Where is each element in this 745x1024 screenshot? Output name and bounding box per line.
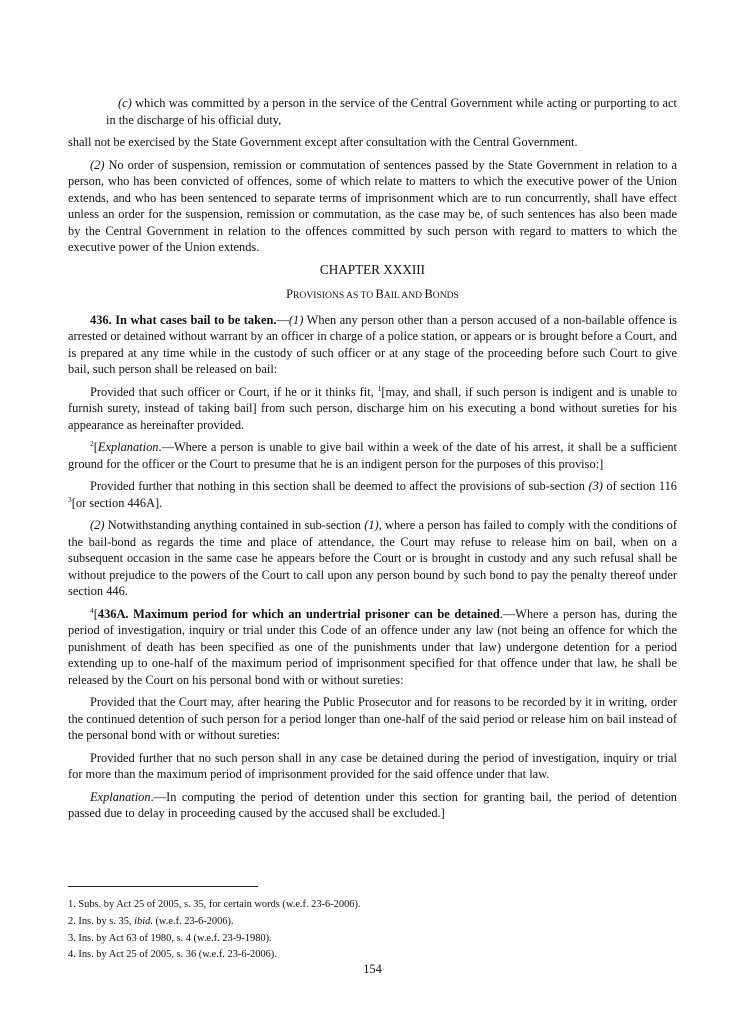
clause-c [68,95,677,128]
subsection-marker: (1) [288,312,304,327]
proviso: Provided further that nothing in this section shall be deemed to affect the provisions of sub-section (3) of section 116 $^3$[or section 446A]. [68,479,677,510]
page-number: 154 [363,962,382,976]
subsection-text: No order of suspension, remission or commutation of sentences passed by the State Government in relation to a person, who has been convicted of offences, some of which relate to matters to which the executive power of the Union extends, and who has been sentenced to separate terms of imprisonment which are to run concurrently, shall have effect unless an order for the suspension, remission or commutation, as the case may be, of such sentences has also been made by the Central Government in relation to the offences committed by such person with regard to matters to which the executive power of the Union extends. [68,157,677,254]
chapter-title: CHAPTER XXXIII [319,261,426,277]
proviso: Provided further that no such person shall in any case be detained during the period of investigation, inquiry or trial for more than the maximum period of imprisonment provided for the said offence under that law. [68,750,677,781]
footnote: 2. Ins. by s. 35, ibid. (w.e.f. 23-6-2006). [68,915,234,927]
footnotes [68,897,677,964]
footnote-ref: 3 [68,494,72,504]
footnote: 4. Ins. by Act 25 of 2005, s. 36 (w.e.f. 23-6-2006). [68,949,277,961]
section-436: 436. In what cases bail to be taken.—(1) When any person other than a person accused of a non-bailable offence is arrested or detained without warrant by an officer in charge of a police station, or appears or is brought before a Court, and is prepared at any time while in the custody of such officer or at any stage of the proceeding before such Court to give bail, such person shall be released on bail: [68,312,677,376]
explanation: Explanation.—In computing the period of detention under this section for granting bail, the period of detention passed due to delay in proceeding caused by the accused shall be excluded.] [68,789,677,820]
footnote-ref: 4 [90,605,94,615]
footnote-divider [68,886,258,887]
section-heading: 436. In what cases bail to be taken. [90,312,277,327]
clause-marker: (c) [118,96,132,110]
proviso: Provided that the Court may, after hearing the Public Prosecutor and for reasons to be recorded by it in writing, order the continued detention of such person for a period longer than one-half of the said period or release him on bail instead of the personal bond with or without sureties: [68,695,677,742]
proviso: Provided that such officer or Court, if he or it thinks fit, $^1$[may, and shall, if such person is indigent and is unable to furnish surety, instead of taking bail] from such person, discharge him on his executing a bond without sureties for his appearance as hereinafter provided. [68,383,677,432]
chapter-heading: PROVISIONS AS TO BAIL AND BONDS [286,287,459,301]
clause-text: which was committed by a person in the service of the Central Government while acting or purporting to act in the discharge of his official duty, [106,96,677,127]
footnote-ref: 1 [377,383,382,393]
section-436a: $^4$[436A. Maximum period for which an undertrial prisoner can be detained.—Where a person has, during the period of investigation, inquiry or trial under this Code of an offence under any law (not being an offence for which the punishment of death has been specified as one of the punishments under that law) undergone detention for a period extending up to one-half of the maximum period of imprisonment specified for that offence under that law, he shall be released by the Court on his personal bond with or without sureties: [68,605,677,687]
footnote-ref: 2 [90,439,94,448]
subsection-marker: (2) [90,518,105,532]
page-body [68,95,677,828]
section-text: When any person other than a person accused of a non-bailable offence is arrested or detained without warrant by an officer in charge of a police station, or appears or is brought before a Court, and is prepared at any time while in the custody of such officer or at any stage of the proceeding before such Court to give bail, such person shall be released on bail: [68,312,677,376]
section-heading: 436A. Maximum period for which an undertrial prisoner can be detained [97,606,500,621]
subsection-2: (2) Notwithstanding anything contained in sub-section (1), where a person has failed to comply with the conditions of the bail-bond as regards the time and place of attendance, the Court may refuse to release him on bail, when on a subsequent occasion in the same case he appears before the Court or is brought in custody and any such refusal shall be without prejudice to the powers of the Court to call upon any person bound by such bond to pay the penalty thereof under section 446. [68,518,677,598]
footnote: 1. Subs. by Act 25 of 2005, s. 35, for certain words (w.e.f. 23-6-2006). [68,899,361,910]
subsection-2 [68,157,677,256]
paragraph: shall not be exercised by the State Government except after consultation with the Central Government. [68,135,578,149]
subsection-marker: (2) [90,157,105,172]
footnote: 3. Ins. by Act 63 of 1980, s. 4 (w.e.f. 23-9-1980). [68,932,272,944]
explanation-label: Explanation [97,440,159,454]
explanation: $^2$[Explanation.—Where a person is unable to give bail within a week of the date of his arrest, it shall be a sufficient ground for the officer or the Court to presume that he is an indigent person for the purposes of this proviso:] [68,439,677,471]
explanation-label: Explanation [90,789,151,804]
